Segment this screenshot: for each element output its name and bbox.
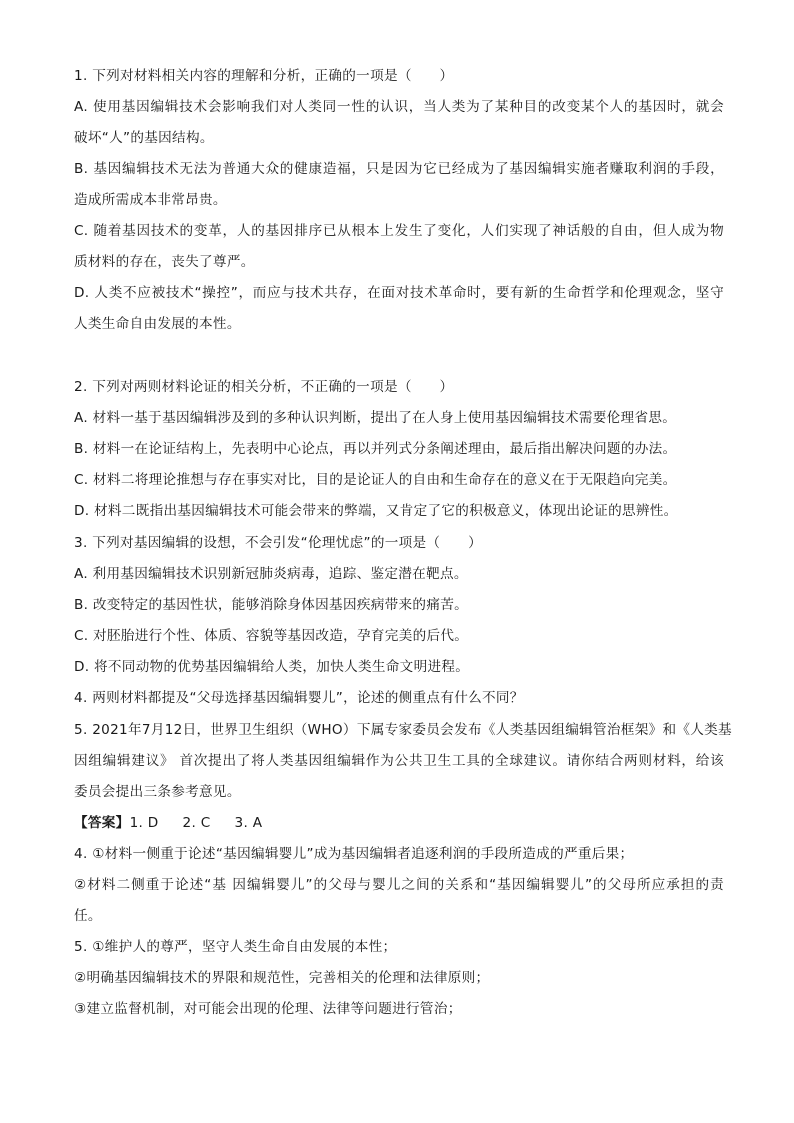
answer-q4-point2-line2: 任。 bbox=[74, 908, 102, 924]
q2-option-a: A. 材料一基于基因编辑涉及到的多种认识判断，提出了在人身上使用基因编辑技术需要伦理省思。 bbox=[74, 410, 677, 426]
q2-option-b: B. 材料一在论证结构上，先表明中心论点，再以并列式分条阐述理由，最后指出解决问题的办法。 bbox=[74, 441, 677, 457]
q5-stem-line3: 委员会提出三条参考意见。 bbox=[74, 784, 241, 800]
q1-option-a-line1: A. 使用基因编辑技术会影响我们对人类同一性的认识，当人类为了某种目的改变某个人的基因时，就会 bbox=[74, 99, 724, 115]
q1-option-d-line1: D. 人类不应被技术“操控”，而应与技术共存，在面对技术革命时，要有新的生命哲学和伦理观念，坚守 bbox=[74, 285, 724, 301]
q5-stem-line2: 因组编辑建议》 首次提出了将人类基因组编辑作为公共卫生工具的全球建议。请你结合两则材料，给该 bbox=[74, 753, 724, 769]
q1-stem: 1. 下列对材料相关内容的理解和分析，正确的一项是（ ） bbox=[74, 68, 454, 84]
answer-1: 1. D bbox=[129, 815, 159, 831]
q3-option-d: D. 将不同动物的优势基因编辑给人类，加快人类生命文明进程。 bbox=[74, 659, 470, 675]
q3-stem: 3. 下列对基因编辑的设想，不会引发“伦理忧虑”的一项是（ ） bbox=[74, 535, 483, 551]
answer-q5-point3: ③建立监督机制，对可能会出现的伦理、法律等问题进行管治； bbox=[74, 1001, 462, 1017]
q1-option-a-line2: 破坏“人”的基因结构。 bbox=[74, 130, 214, 146]
q1-option-c-line1: C. 随着基因技术的变革，人的基因排序已从根本上发生了变化，人们实现了神话般的自由，但人成为物 bbox=[74, 223, 724, 239]
q4-stem: 4. 两则材料都提及“父母选择基因编辑婴儿”，论述的侧重点有什么不同？ bbox=[74, 690, 524, 706]
q2-option-d: D. 材料二既指出基因编辑技术可能会带来的弊端，又肯定了它的积极意义，体现出论证的思辨性。 bbox=[74, 503, 678, 519]
q3-option-a: A. 利用基因编辑技术识别新冠肺炎病毒，追踪、鉴定潜在靶点。 bbox=[74, 566, 468, 582]
answer-q4-point1: 4. ①材料一侧重于论述“基因编辑婴儿”成为基因编辑者追逐利润的手段所造成的严重后果； bbox=[74, 846, 634, 862]
answer-q5-point1: 5. ①维护人的尊严，坚守人类生命自由发展的本性； bbox=[74, 939, 397, 955]
answer-key-line bbox=[74, 813, 724, 833]
q5-stem-line1: 5. 2021年7月12日，世界卫生组织（WHO）下属专家委员会发布《人类基因组编辑管治框架》和《人类基 bbox=[74, 722, 732, 738]
answer-q5-point2: ②明确基因编辑技术的界限和规范性，完善相关的伦理和法律原则； bbox=[74, 970, 490, 986]
q2-option-c: C. 材料二将理论推想与存在事实对比，目的是论证人的自由和生命存在的意义在于无限趋向完美。 bbox=[74, 472, 677, 488]
q3-option-c: C. 对胚胎进行个性、体质、容貌等基因改造，孕育完美的后代。 bbox=[74, 628, 469, 644]
q1-option-c-line2: 质材料的存在，丧失了尊严。 bbox=[74, 254, 255, 270]
answer-q4-point2-line1: ②材料二侧重于论述“基 因编辑婴儿”的父母与婴儿之间的关系和“基因编辑婴儿”的父母所应承担的责 bbox=[74, 877, 724, 893]
q1-option-b-line2: 造成所需成本非常昂贵。 bbox=[74, 192, 227, 208]
answer-tag: 【答案】 bbox=[74, 815, 130, 831]
q3-option-b: B. 改变特定的基因性状，能够消除身体因基因疾病带来的痛苦。 bbox=[74, 597, 468, 613]
q2-stem: 2. 下列对两则材料论证的相关分析，不正确的一项是（ ） bbox=[74, 379, 454, 395]
answer-2: 2. C bbox=[182, 815, 211, 831]
q1-option-b-line1: B. 基因编辑技术无法为普通大众的健康造福，只是因为它已经成为了基因编辑实施者赚取利润的手段， bbox=[74, 161, 724, 177]
answer-3: 3. A bbox=[234, 815, 263, 831]
q1-option-d-line2: 人类生命自由发展的本性。 bbox=[74, 316, 241, 332]
